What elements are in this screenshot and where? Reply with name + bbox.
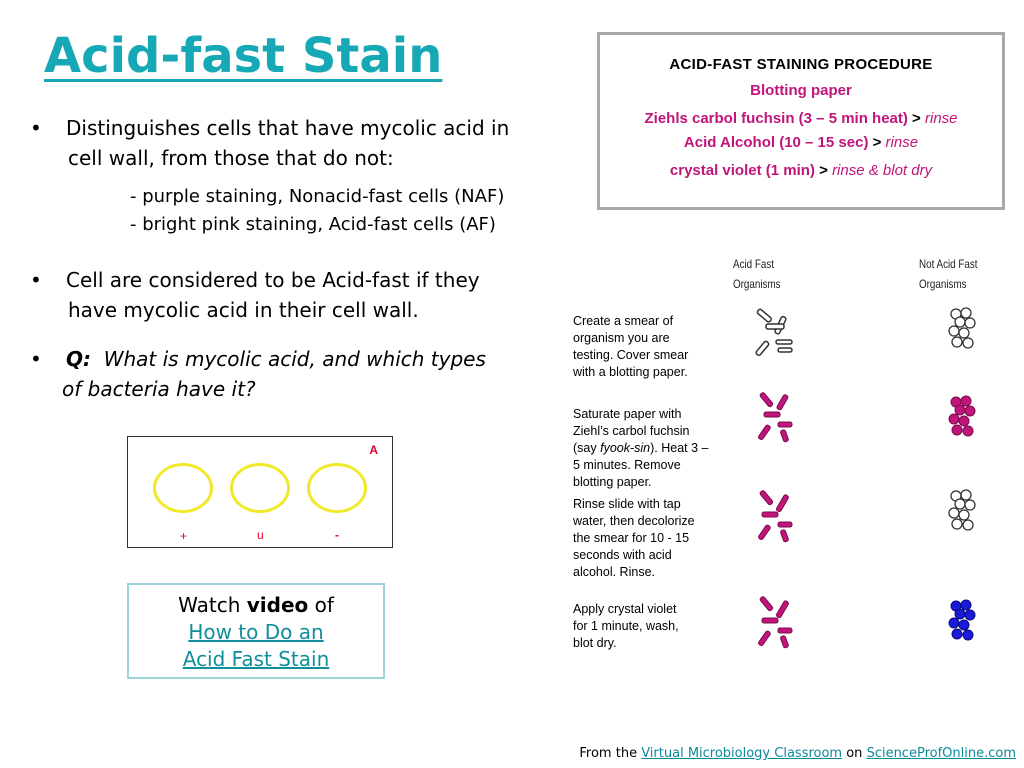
procedure-step-blotting: Blotting paper bbox=[750, 82, 852, 99]
bullet-3 bbox=[30, 344, 486, 404]
question-label: Q: bbox=[66, 347, 91, 371]
bullet-1-line-1: Distinguishes cells that have mycolic acid in bbox=[66, 116, 510, 140]
bullet-1-sub-2: - bright pink staining, Acid-fast cells (AF) bbox=[130, 214, 496, 235]
procedure-box bbox=[597, 32, 1005, 210]
page-title: Acid-fast Stain bbox=[44, 28, 443, 84]
video-intro: Watch video of bbox=[178, 593, 334, 617]
column-header-acid-fast: Acid Fast Organisms bbox=[733, 257, 781, 291]
plate-label-negative: - bbox=[335, 528, 339, 542]
bullet-2-line-2: have mycolic acid in their cell wall. bbox=[68, 298, 419, 322]
plate-circle-negative bbox=[307, 463, 367, 513]
procedure-step-acid-alcohol: Acid Alcohol (10 – 15 sec) > rinse bbox=[683, 134, 919, 151]
footer-link-classroom[interactable]: Virtual Microbiology Classroom bbox=[641, 746, 843, 761]
acid-fast-rods-final-pink-icon bbox=[752, 594, 798, 650]
footer-link-site[interactable]: ScienceProfOnline.com bbox=[866, 746, 1016, 761]
non-acid-fast-cocci-blue-icon bbox=[946, 598, 978, 644]
step-1-text: Create a smear of organism you are testing. Cover smear with a blotting paper. bbox=[573, 314, 689, 379]
bullet-1-line-2: cell wall, from those that do not: bbox=[68, 146, 394, 170]
procedure-step-fuchsin: Ziehls carbol fuchsin (3 – 5 min heat) > rinse bbox=[644, 110, 958, 127]
acid-fast-rods-pink-icon bbox=[752, 392, 798, 444]
bullet-1 bbox=[30, 113, 509, 173]
step-2-text: Saturate paper with Ziehl’s carbol fuchsin (say fyook-sin). Heat 3 – 5 minutes. Remove blotting paper. bbox=[573, 407, 709, 489]
plate-label-unknown: u bbox=[257, 528, 264, 542]
non-acid-fast-cocci-unstained-icon bbox=[946, 306, 978, 352]
bullet-2-line-1: Cell are considered to be Acid-fast if they bbox=[66, 268, 480, 292]
bullet-1-sub-1: - purple staining, Nonacid-fast cells (NAF) bbox=[130, 186, 505, 207]
plate-label-positive: + bbox=[180, 529, 188, 543]
video-box bbox=[127, 583, 385, 679]
step-4-text: Apply crystal violet for 1 minute, wash, blot dry. bbox=[573, 602, 679, 650]
procedure-heading: ACID-FAST STAINING PROCEDURE bbox=[669, 56, 933, 73]
acid-fast-rods-pink-after-decolorize-icon bbox=[752, 488, 798, 544]
culture-plate-diagram bbox=[127, 436, 393, 548]
column-header-not-acid-fast: Not Acid Fast Organisms bbox=[919, 257, 978, 291]
plate-corner-label: A bbox=[369, 443, 378, 457]
non-acid-fast-cocci-decolorized-icon bbox=[946, 488, 978, 534]
bullet-3-line-1: What is mycolic acid, and which types bbox=[103, 347, 486, 371]
footer-credit: From the Virtual Microbiology Classroom on ScienceProfOnline.com bbox=[579, 746, 1016, 761]
procedure-step-crystal-violet: crystal violet (1 min) > rinse & blot dry bbox=[669, 162, 933, 179]
non-acid-fast-cocci-pink-icon bbox=[946, 394, 978, 440]
plate-circle-positive bbox=[153, 463, 213, 513]
bullet-3-line-2: of bacteria have it? bbox=[62, 377, 256, 401]
bullet-2 bbox=[30, 265, 480, 325]
video-link-line-2[interactable]: Acid Fast Stain bbox=[182, 647, 330, 671]
video-link-line-1[interactable]: How to Do an bbox=[188, 620, 324, 644]
bullet-marker: • bbox=[30, 116, 42, 140]
bullet-marker: • bbox=[30, 268, 42, 292]
step-3-text: Rinse slide with tap water, then decolorize the smear for 10 - 15 seconds with acid alcohol. Rinse. bbox=[573, 497, 695, 579]
bullet-marker: • bbox=[30, 347, 42, 371]
plate-circle-unknown bbox=[230, 463, 290, 513]
acid-fast-rods-unstained-icon bbox=[752, 306, 798, 362]
